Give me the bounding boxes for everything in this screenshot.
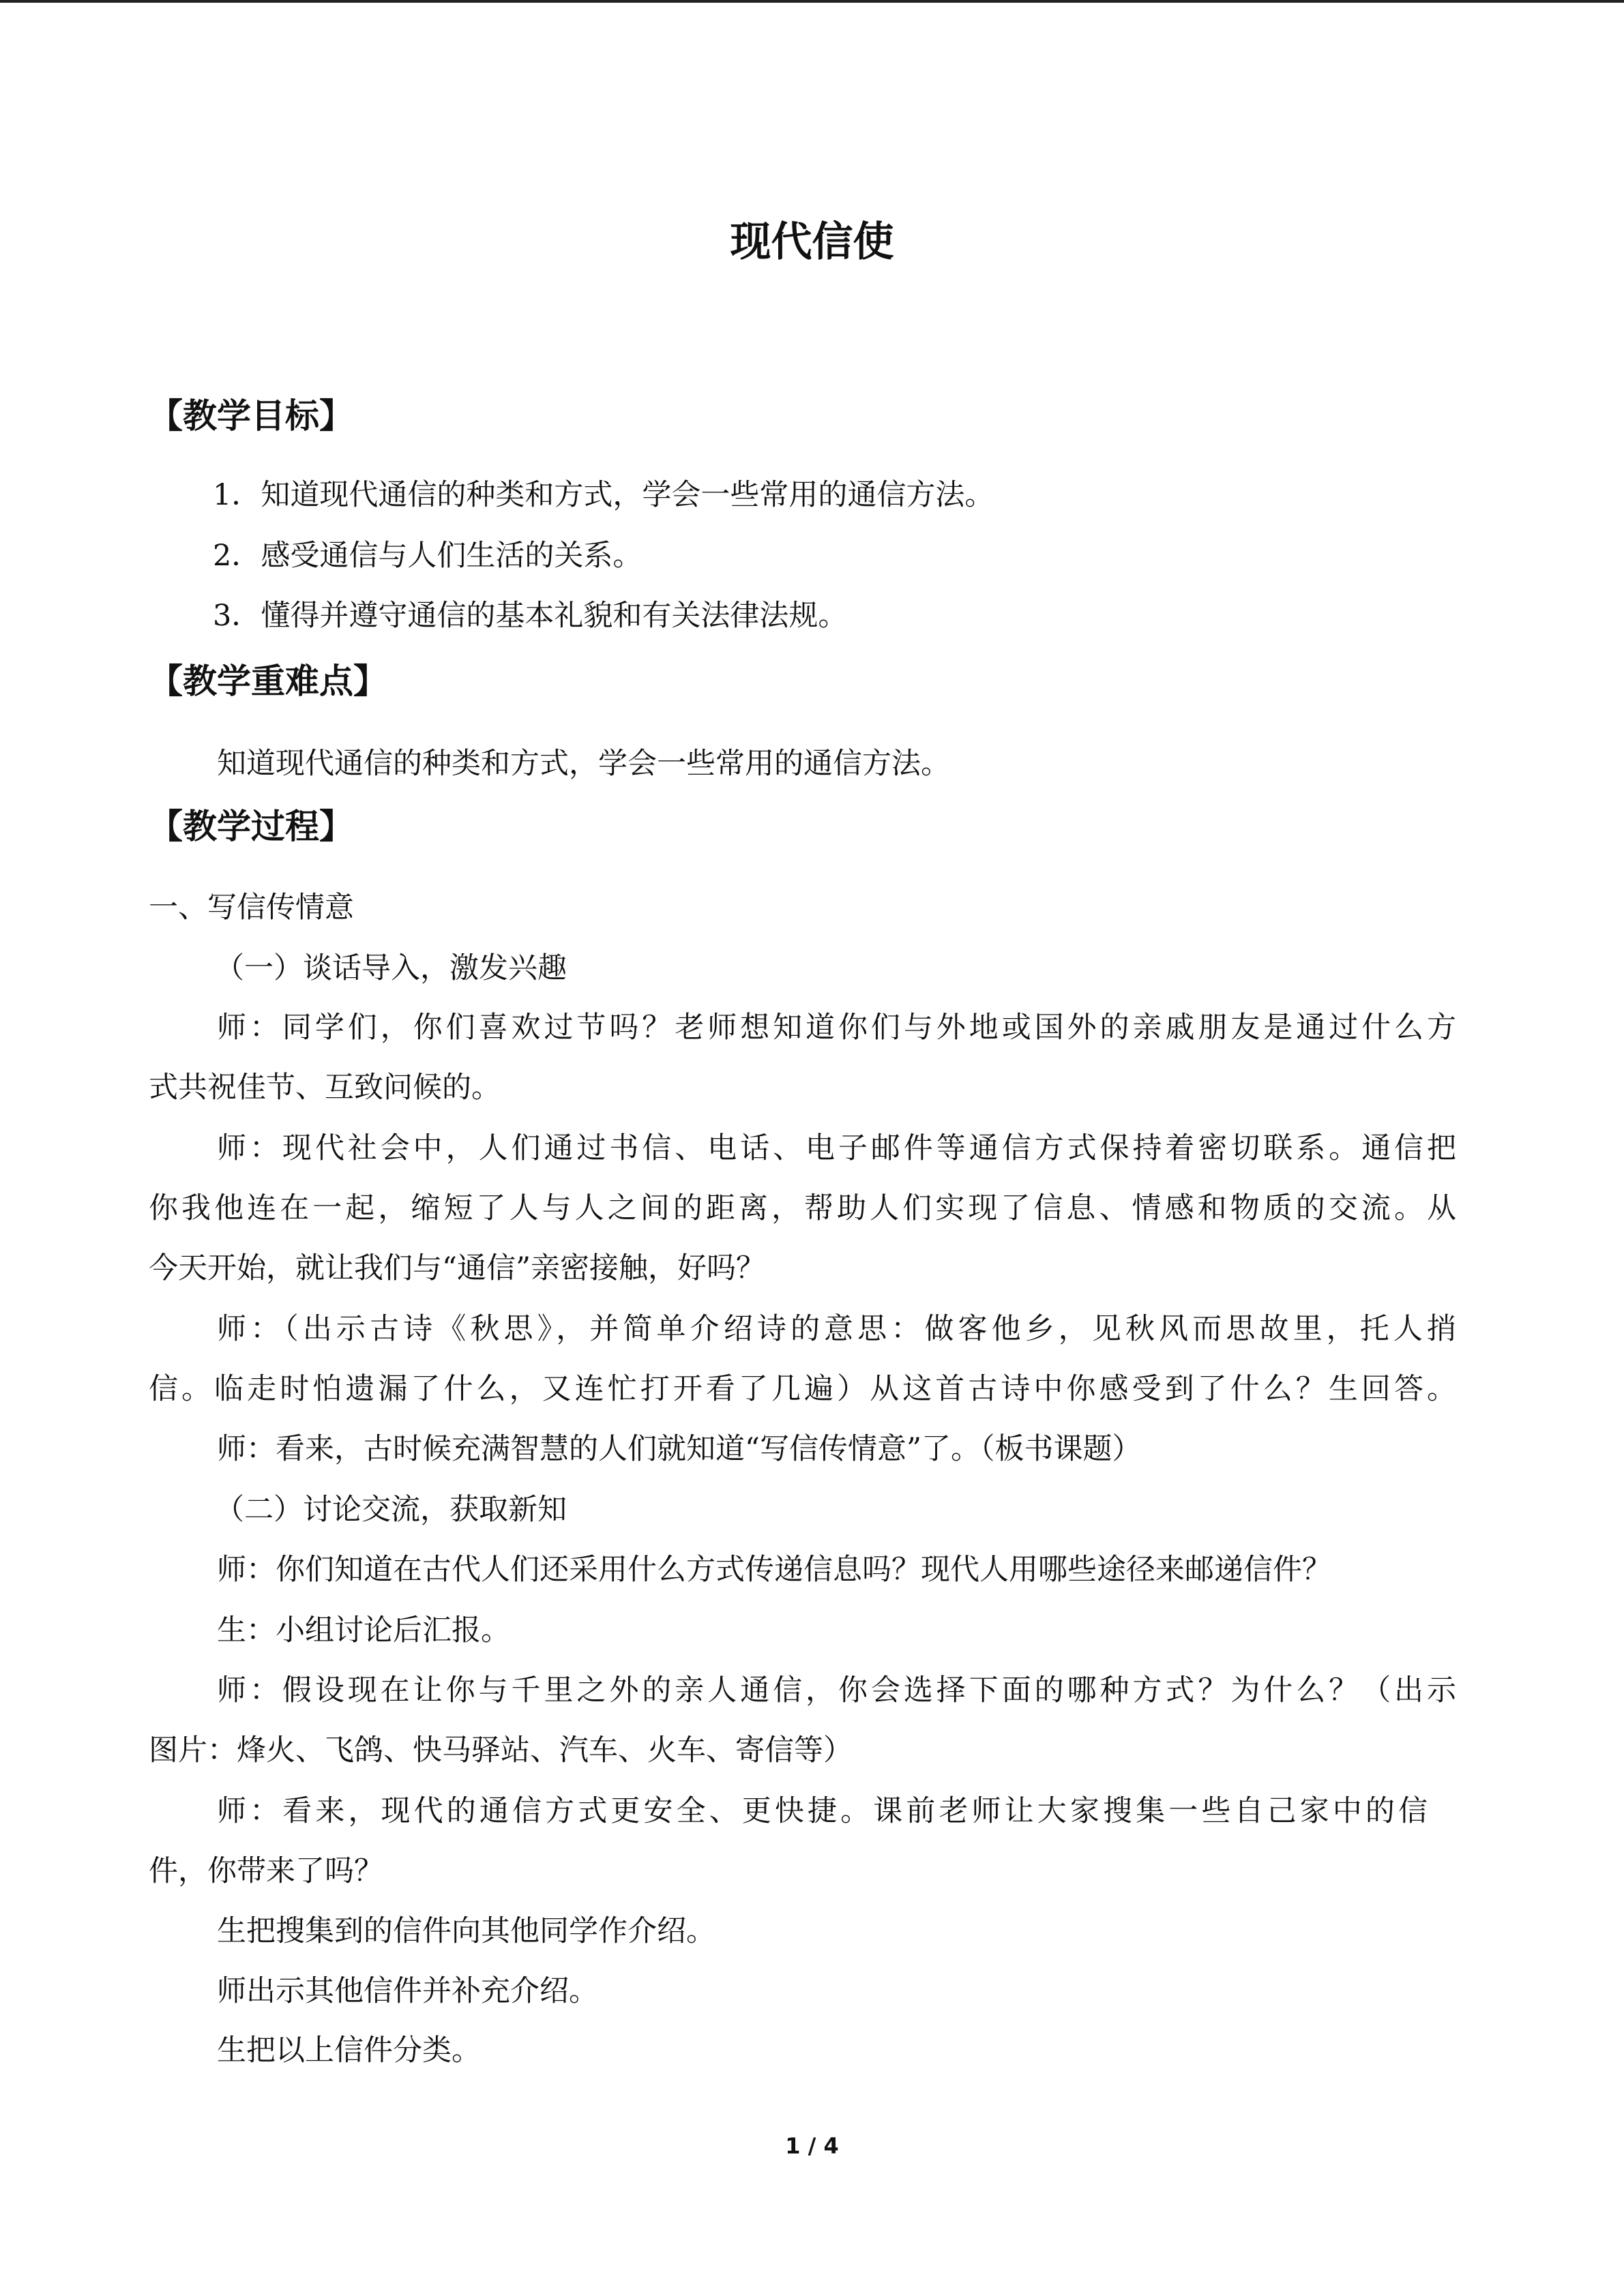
paragraph-2-line-2: 你我他连在一起，缩短了人与人之间的距离，帮助人们实现了信息、情感和物质的交流。从 xyxy=(149,1191,1456,1225)
page-top-border xyxy=(0,0,1624,3)
objective-item-2: 2．感受通信与人们生活的关系。 xyxy=(213,539,643,573)
document-title: 现代信使 xyxy=(730,218,894,266)
paragraph-6-line-1: 生：小组讨论后汇报。 xyxy=(217,1613,510,1648)
paragraph-5-line-1: 师：你们知道在古代人们还采用什么方式传递信息吗？现代人用哪些途径来邮递信件？ xyxy=(217,1553,1331,1587)
paragraph-7-line-2: 图片：烽火、飞鸽、快马驿站、汽车、火车、寄信等） xyxy=(149,1733,853,1768)
paragraph-8-line-1: 师：看来，现代的通信方式更安全、更快捷。课前老师让大家搜集一些自己家中的信 xyxy=(217,1794,1428,1828)
heading-objectives: 【教学目标】 xyxy=(149,396,353,436)
objective-item-3: 3．懂得并遵守通信的基本礼貌和有关法律法规。 xyxy=(213,599,848,633)
sub1-title: （一）谈话导入，激发兴趣 xyxy=(215,951,567,985)
paragraph-10-line-1: 师出示其他信件并补充介绍。 xyxy=(217,1974,598,2008)
part1-title: 一、写信传情意 xyxy=(149,891,354,925)
paragraph-11-line-1: 生把以上信件分类。 xyxy=(217,2033,481,2068)
paragraph-3-line-1: 师：（出示古诗《秋思》，并简单介绍诗的意思：做客他乡，见秋风而思故里，托人捎 xyxy=(217,1312,1456,1346)
key-points-text: 知道现代通信的种类和方式，学会一些常用的通信方法。 xyxy=(217,747,950,781)
paragraph-8-line-2: 件，你带来了吗？ xyxy=(149,1854,383,1888)
paragraph-1-line-1: 师：同学们，你们喜欢过节吗？老师想知道你们与外地或国外的亲戚朋友是通过什么方 xyxy=(217,1011,1456,1045)
sub2-title: （二）讨论交流，获取新知 xyxy=(215,1493,567,1527)
paragraph-1-line-2: 式共祝佳节、互致问候的。 xyxy=(149,1071,501,1105)
paragraph-4-line-1: 师：看来，古时候充满智慧的人们就知道“写信传情意”了。（板书课题） xyxy=(217,1432,1142,1466)
page-indicator: 1 / 4 xyxy=(785,2133,839,2159)
paragraph-9-line-1: 生把搜集到的信件向其他同学作介绍。 xyxy=(217,1914,715,1948)
paragraph-2-line-3: 今天开始，就让我们与“通信”亲密接触，好吗？ xyxy=(149,1251,765,1285)
paragraph-7-line-1: 师：假设现在让你与千里之外的亲人通信，你会选择下面的哪种方式？为什么？（出示 xyxy=(217,1673,1456,1708)
paragraph-3-line-2: 信。临走时怕遗漏了什么，又连忙打开看了几遍）从这首古诗中你感受到了什么？生回答。 xyxy=(149,1372,1456,1406)
heading-key-points: 【教学重难点】 xyxy=(149,661,387,701)
objective-item-1: 1．知道现代通信的种类和方式，学会一些常用的通信方法。 xyxy=(213,478,994,512)
paragraph-2-line-1: 师：现代社会中，人们通过书信、电话、电子邮件等通信方式保持着密切联系。通信把 xyxy=(217,1131,1456,1165)
heading-process: 【教学过程】 xyxy=(149,807,353,846)
